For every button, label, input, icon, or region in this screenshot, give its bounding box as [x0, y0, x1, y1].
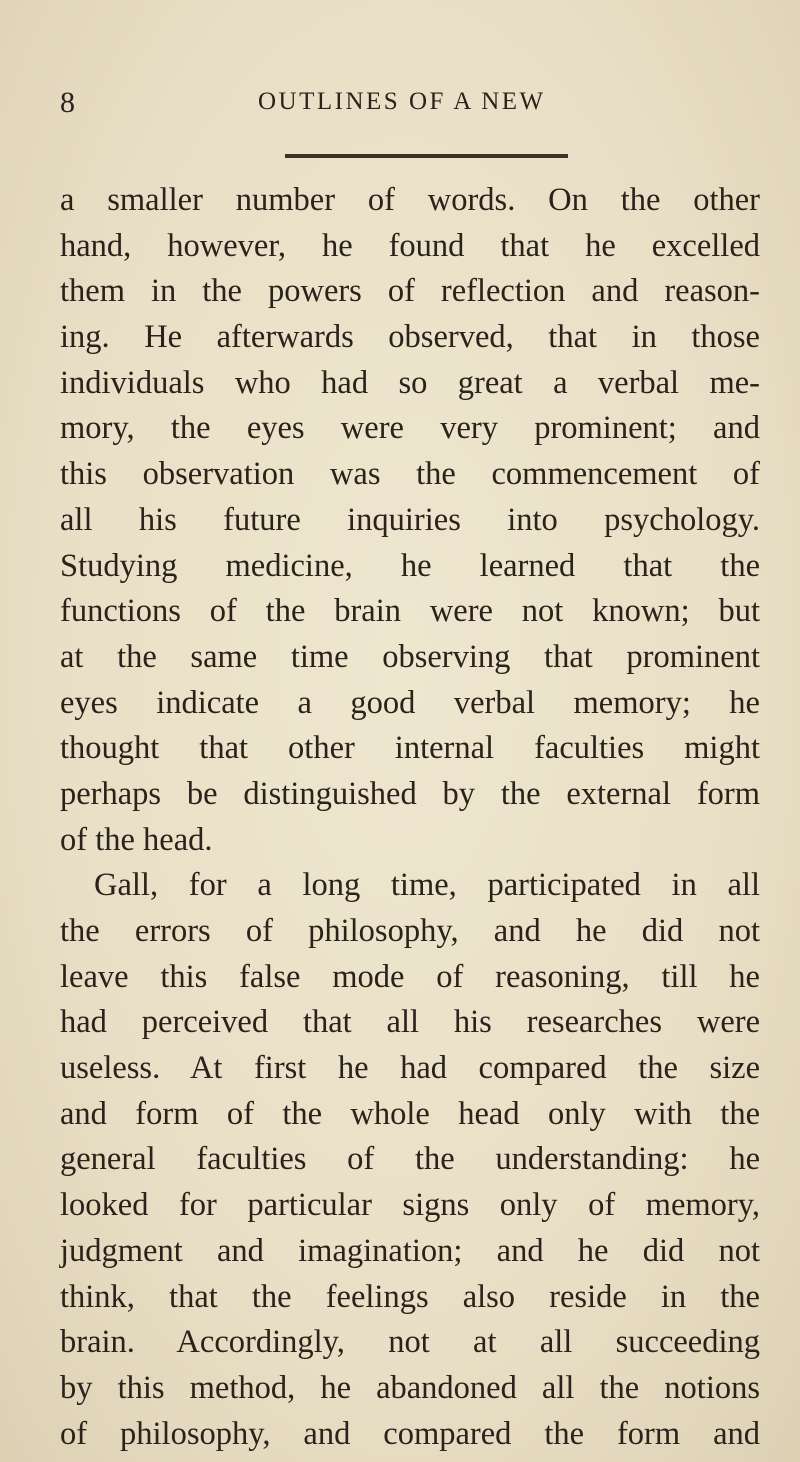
text-line: useless. At first he had compared the size: [60, 1050, 760, 1087]
text-line: perhaps be distinguished by the external form: [60, 775, 760, 812]
text-line: the errors of philosophy, and he did not: [60, 913, 760, 949]
text-line: of philosophy, and compared the form and: [60, 1415, 760, 1452]
text-line: hand, however, he found that he excelled: [60, 227, 760, 264]
page-header: [0, 86, 800, 126]
text-line: a smaller number of words. On the other: [60, 182, 760, 218]
text-line: general faculties of the understanding: he: [60, 1141, 760, 1178]
text-line: eyes indicate a good verbal memory; he: [60, 684, 760, 721]
text-line: ing. He afterwards observed, that in those: [60, 319, 760, 356]
page-number: 8: [60, 86, 76, 119]
text-line: mory, the eyes were very prominent; and: [60, 410, 760, 447]
text-line: of the head.: [60, 821, 213, 858]
text-line: individuals who had so great a verbal me-: [60, 364, 760, 401]
text-line: had perceived that all his researches were: [60, 1004, 760, 1041]
text-line: judgment and imagination; and he did not: [60, 1232, 760, 1269]
body-text: [60, 178, 760, 1457]
text-line: Studying medicine, he learned that the: [60, 547, 760, 584]
text-line: at the same time observing that prominent: [60, 638, 760, 675]
text-line: Gall, for a long time, participated in all: [94, 867, 760, 904]
text-line: them in the powers of reflection and reason-: [60, 273, 760, 310]
text-line: think, that the feelings also reside in the: [60, 1278, 760, 1315]
header-rule: [285, 154, 568, 158]
text-line: functions of the brain were not known; but: [60, 593, 760, 630]
text-line: looked for particular signs only of memory,: [60, 1187, 760, 1224]
text-line: this observation was the commencement of: [60, 456, 760, 493]
text-line: leave this false mode of reasoning, till he: [60, 958, 760, 995]
running-head: OUTLINES OF A NEW: [258, 88, 546, 115]
text-line: thought that other internal faculties might: [60, 730, 760, 767]
text-line: and form of the whole head only with the: [60, 1095, 760, 1132]
text-line: brain. Accordingly, not at all succeeding: [60, 1324, 760, 1361]
text-line: by this method, he abandoned all the notions: [60, 1369, 760, 1406]
text-line: all his future inquiries into psychology.: [60, 501, 760, 538]
